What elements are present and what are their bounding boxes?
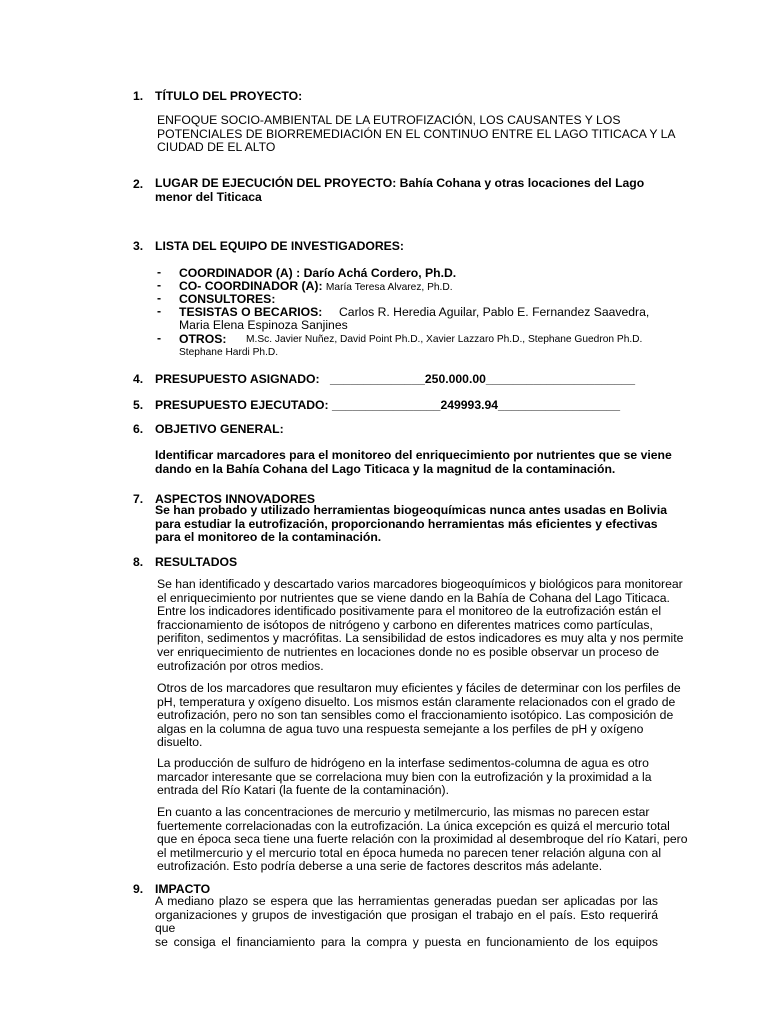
impact-paragraph bbox=[155, 895, 658, 949]
section-heading: OBJETIVO GENERAL: bbox=[155, 422, 284, 436]
results-line: fraccionamiento de isótopos de nitrógeno y carbono en diferentes matrices como partículas, bbox=[157, 617, 653, 632]
innovative-line: para estudiar la eutrofización, proporcionando herramientas más eficientes y efectivas bbox=[155, 516, 658, 531]
heading-line: menor del Titicaca bbox=[155, 189, 262, 204]
results-line: perifiton, sedimentos y macrófitas. La sensibilidad de estos indicadores es muy alta y nos permite bbox=[157, 631, 684, 646]
objective-line: dando en la Bahía Cohana del Lago Titicaca y la magnitud de la contaminación. bbox=[155, 461, 616, 476]
section-heading: LISTA DEL EQUIPO DE INVESTIGADORES: bbox=[155, 239, 404, 253]
bullet-dash: - bbox=[157, 265, 162, 279]
section-heading: RESULTADOS bbox=[155, 555, 238, 569]
results-line: el metilmercurio y el mercurio total en época humeda no parecen tener relación alguna con al bbox=[157, 845, 662, 860]
co-coordinator-name: María Teresa Alvarez, Ph.D. bbox=[325, 282, 453, 293]
results-line: Se han identificado y descartado varios marcadores biogeoquímicos y biológicos para monitorear bbox=[157, 577, 683, 591]
bullet-dash: - bbox=[157, 278, 162, 292]
co-coordinator bbox=[179, 279, 453, 293]
results-line: ver enriquecimiento de nutrientes en locaciones donde no es posible observar un proceso de bbox=[157, 644, 660, 659]
thesis-students-names: Carlos R. Heredia Aguilar, Pablo E. Fernandez Saavedra, bbox=[339, 305, 650, 319]
impact-line: organizaciones y grupos de investigación que prosigan el trabajo en el país. Esto requerirá que bbox=[155, 907, 658, 936]
results-line: En cuanto a las concentraciones de mercurio y metilmercurio, las mismas no parecen estar bbox=[157, 805, 650, 819]
thesis-students bbox=[179, 305, 322, 319]
section-number: 4. bbox=[133, 372, 144, 386]
section-number: 1. bbox=[133, 89, 144, 103]
title-line: POTENCIALES DE BIORREMEDIACIÓN EN EL CONTINUO ENTRE EL LAGO TITICACA Y LA bbox=[157, 126, 676, 141]
results-line: eutrofización. Esto podría deberse a una serie de factores descritos más adelante. bbox=[157, 859, 603, 874]
innovative-aspects bbox=[155, 503, 667, 545]
results-line: fuertemente correlacionadas con la eutrofización. La única excepción es quizá el mercurio total bbox=[157, 818, 670, 833]
general-objective bbox=[155, 448, 672, 476]
results-line: algas en la columna de agua tuvo una respuesta semejante a los perfiles de pH y oxígeno bbox=[157, 721, 644, 736]
impact-line: se consiga el financiamiento para la compra y puesta en funcionamiento de los equipos bbox=[155, 934, 658, 949]
section-number: 3. bbox=[133, 239, 144, 253]
results-line: disuelto. bbox=[157, 735, 203, 750]
impact-line: A mediano plazo se espera que las herramientas generadas puedan ser aplicadas por las bbox=[155, 894, 658, 908]
section-heading: PRESUPUESTO EJECUTADO: bbox=[155, 398, 329, 412]
results-paragraph bbox=[157, 757, 657, 798]
section-number: 9. bbox=[133, 882, 144, 896]
others bbox=[179, 332, 226, 346]
innovative-line: Se han probado y utilizado herramientas biogeoquímicas nunca antes usadas en Bolivia bbox=[155, 503, 667, 517]
section-number: 5. bbox=[133, 398, 144, 412]
results-line: eutrofización por otros medios. bbox=[157, 658, 324, 673]
results-paragraph bbox=[157, 805, 688, 874]
section-heading bbox=[155, 177, 644, 204]
bullet-dash: - bbox=[157, 331, 162, 345]
results-line: entrada del Río Katari (la fuente de la contaminación). bbox=[157, 783, 449, 798]
thesis-students-label: TESISTAS O BECARIOS: bbox=[179, 305, 323, 319]
project-title bbox=[157, 114, 677, 155]
section-number: 8. bbox=[133, 555, 144, 569]
title-line: ENFOQUE SOCIO-AMBIENTAL DE LA EUTROFIZACIÓN, LOS CAUSANTES Y LOS bbox=[157, 113, 621, 127]
heading-line: LUGAR DE EJECUCIÓN DEL PROYECTO: Bahía Cohana y otras locaciones del Lago bbox=[155, 176, 645, 190]
objective-line: Identificar marcadores para el monitoreo del enriquecimiento por nutrientes que se viene bbox=[155, 448, 672, 462]
section-number: 6. bbox=[133, 422, 144, 436]
results-line: La producción de sulfuro de hidrógeno en la interfase sedimentos-columna de agua es otro bbox=[157, 756, 649, 770]
section-heading: PRESUPUESTO ASIGNADO: bbox=[155, 372, 320, 386]
co-coordinator-label: CO- COORDINADOR (A): bbox=[179, 279, 323, 293]
innovative-line: para el monitoreo de la contaminación. bbox=[155, 530, 382, 545]
budget-assigned-value: ______________250.000.00______________________ bbox=[330, 372, 636, 386]
results-line: pH, temperatura y oxígeno disuelto. Los mismos están claramente relacionados con el grado de bbox=[157, 694, 676, 709]
results-line: el enriquecimiento por nutrientes que se viene dando en la Bahía de Cohana del Lago Titicaca. bbox=[157, 590, 670, 605]
results-line: marcador interesante que se correlaciona muy bien con la eutrofización y la proximidad a la bbox=[157, 769, 652, 784]
results-line: Entre los indicadores identificado positivamente para el monitoreo de la eutrofización están el bbox=[157, 604, 662, 619]
bullet-dash: - bbox=[157, 291, 162, 305]
section-number: 7. bbox=[133, 492, 144, 506]
title-line: CIUDAD DE EL ALTO bbox=[157, 140, 276, 155]
results-paragraph bbox=[157, 577, 684, 673]
results-paragraph bbox=[157, 681, 681, 750]
section-heading: TÍTULO DEL PROYECTO: bbox=[155, 89, 303, 103]
consultants-label: CONSULTORES: bbox=[179, 292, 276, 306]
others-names: Stephane Hardi Ph.D. bbox=[179, 347, 279, 358]
results-line: eutrofización, pero no son tan sensibles como el fraccionamiento isotópico. Las composición de bbox=[157, 708, 674, 723]
bullet-dash: - bbox=[157, 304, 162, 318]
results-line: que en época seca tiene una fuerte relación con la proximidad al desembroque del río Katari, pero bbox=[157, 832, 688, 847]
section-heading: IMPACTO bbox=[155, 882, 211, 896]
coordinator: COORDINADOR (A) : Darío Achá Cordero, Ph.D. bbox=[179, 266, 457, 280]
budget-executed-value: ________________249993.94__________________ bbox=[332, 398, 621, 412]
others-names: M.Sc. Javier Nuñez, David Point Ph.D., Xavier Lazzaro Ph.D., Stephane Guedron Ph.D. bbox=[246, 334, 643, 345]
thesis-students-names: Maria Elena Espinoza Sanjines bbox=[179, 318, 348, 332]
results-line: Otros de los marcadores que resultaron muy eficientes y fáciles de determinar con los perfiles de bbox=[157, 681, 681, 695]
section-number: 2. bbox=[133, 177, 144, 191]
section-heading: ASPECTOS INNOVADORES bbox=[155, 492, 316, 506]
others-label: OTROS: bbox=[179, 332, 227, 346]
